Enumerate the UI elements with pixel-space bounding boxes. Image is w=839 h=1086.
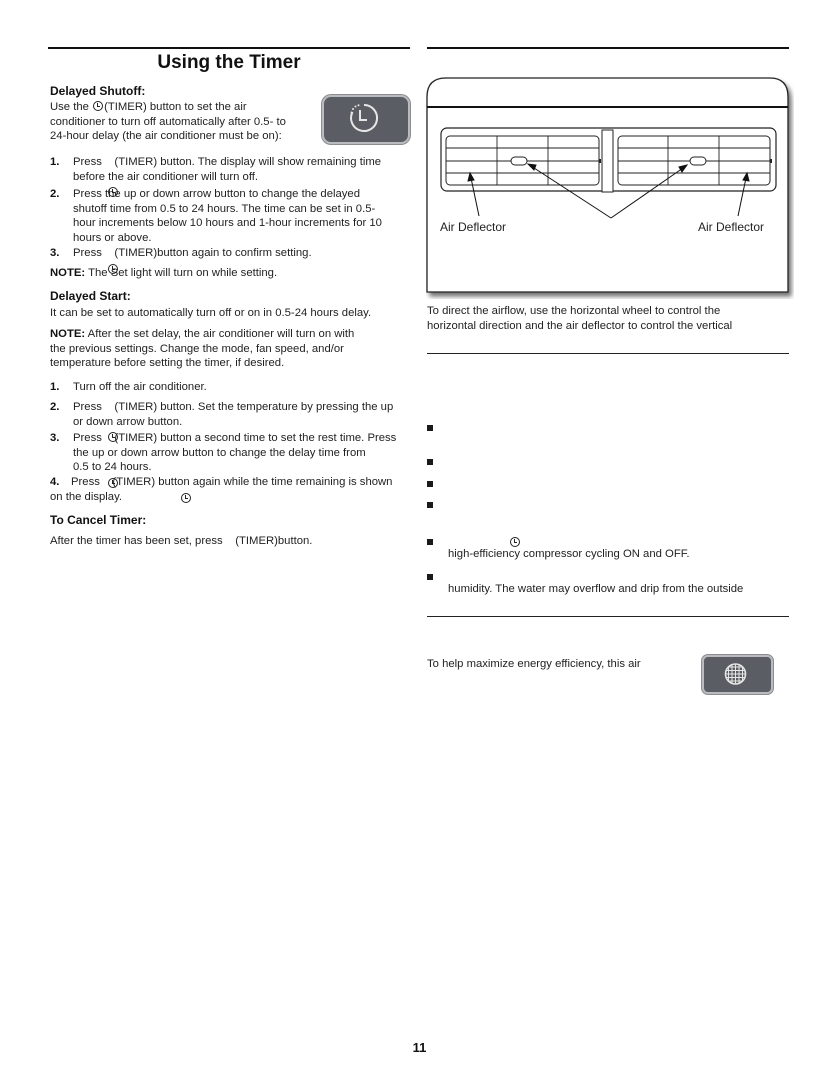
bullet-marker (427, 425, 433, 431)
section-divider-1 (427, 353, 789, 354)
section-divider-2 (427, 616, 789, 617)
delayed-start-note: NOTE: After the set delay, the air conditioner will turn on with the previous settings. Change the mode, fan speed, and/or temperature before setting the timer, if desired. (50, 328, 355, 370)
delayed-shutoff-intro: Use the (TIMER) button to set the air conditioner to turn off automatically after 0.5- to 24-hour delay (the air conditioner must be on): (50, 101, 286, 143)
air-deflector-label-left: Air Deflector (440, 220, 507, 234)
delayed-shutoff-heading: Delayed Shutoff: (50, 84, 146, 98)
page-number: 11 (412, 1040, 427, 1055)
bullet-text-compressor: high-efficiency compressor cycling ON and OFF. (448, 548, 690, 560)
air-deflector-label-right: Air Deflector (698, 220, 765, 234)
clock-icon (181, 493, 191, 503)
clock-icon (322, 95, 406, 140)
timer-button-graphic (322, 95, 410, 144)
start-step-3: 3. Press (TIMER) button a second time to set the rest time. Press the up or down arrow button to change the delay time from 0.5 to 24 hours. (50, 431, 425, 489)
clock-icon (510, 537, 520, 547)
delayed-start-intro: It can be set to automatically turn off or on in 0.5-24 hours delay. (50, 307, 372, 319)
shutoff-step-2: 2. Press the up or down arrow button to change the delayed shutoff time from 0.5 to 24 hours. The time can be set in 0.5- hour increments below 10 hours and 1-hour increments for 10 hours or above. (50, 188, 382, 244)
shutoff-step-3: 3. Press (TIMER)button again to confirm setting. (50, 246, 415, 275)
bullet-marker (427, 481, 433, 487)
air-deflector-diagram (426, 77, 794, 299)
bullet-marker (427, 574, 433, 580)
energy-saver-button-graphic (702, 655, 773, 694)
globe-grid-icon (702, 655, 769, 690)
delayed-start-heading: Delayed Start: (50, 289, 131, 303)
bullet-marker (427, 459, 433, 465)
cancel-timer-heading: To Cancel Timer: (50, 513, 147, 527)
right-top-rule (427, 47, 789, 49)
airflow-text: To direct the airflow, use the horizontal wheel to control the horizontal direction and the air deflector to control the vertical (427, 305, 733, 332)
shutoff-note: NOTE: The Set light will turn on while setting. (50, 267, 278, 279)
energy-text: To help maximize energy efficiency, this air (427, 658, 641, 670)
cancel-timer-text: After the timer has been set, press (TIMER)button. (50, 534, 420, 549)
left-top-rule (48, 47, 410, 49)
bullet-marker (427, 502, 433, 508)
bullet-text-humidity: humidity. The water may overflow and drip from the outside (448, 583, 744, 595)
start-step-4: 4. Press (TIMER) button again while the time remaining is shown on the display. (50, 476, 393, 503)
air-conditioner-diagram (426, 77, 790, 293)
shutoff-step-1: 1. Press (TIMER) button. The display will show remaining time before the air conditioner will turn off. (50, 155, 415, 199)
start-step-2: 2. Press (TIMER) button. Set the temperature by pressing the up or down arrow button. (50, 400, 425, 444)
clock-icon (93, 101, 103, 111)
bullet-marker (427, 539, 433, 545)
start-step-1: 1. Turn off the air conditioner. (50, 381, 207, 393)
page-title: Using the Timer (157, 52, 301, 73)
